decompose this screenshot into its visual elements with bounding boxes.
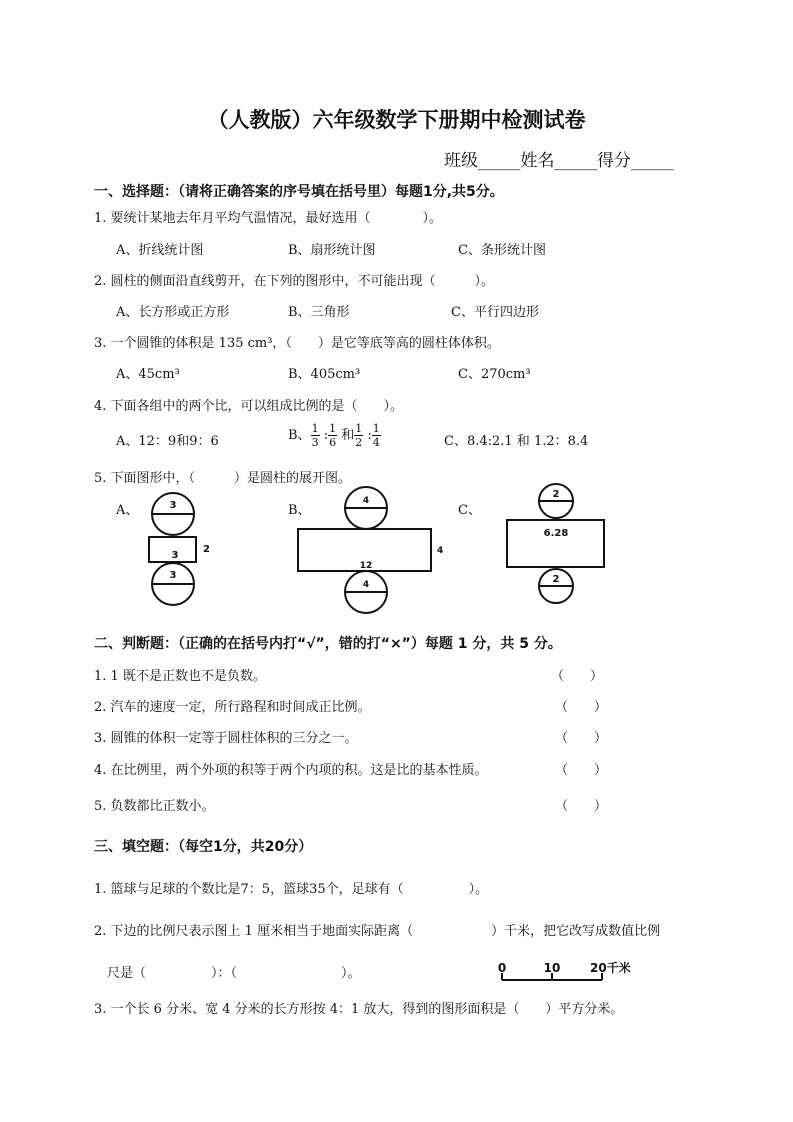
figure-b-net[interactable] [298,487,443,613]
s2-item-1-answer[interactable]: （ ） [551,669,604,684]
figure-c-top-label: 2 [552,489,560,500]
s1-q1-option-c[interactable]: C、条形统计图 [458,243,546,258]
s3-q2-line2: 尺是（ ）：（ ）。 [107,966,361,981]
s2-item-5-answer[interactable]: （ ） [555,799,608,814]
figure-a-rect-label: 3 [171,550,179,561]
s1-q1-text: 1. 要统计某地去年月平均气温情况，最好选用（ ）。 [94,211,443,226]
s1-q4-option-c[interactable]: C、8.4:2.1 和 1.2：8.4 [444,434,589,449]
figure-a-side-label: 2 [203,544,210,555]
s1-q3-option-b[interactable]: B、405cm³ [288,367,361,382]
s2-item-3-answer[interactable]: （ ） [555,731,608,746]
figure-a-top-label: 3 [169,500,177,511]
s3-q2-line1: 2. 下边的比例尺表示图上 1 厘米相当于地面实际距离（ ）千米，把它改写成数值比例 [94,924,661,939]
figure-b-side-label: 4 [437,546,444,556]
s1-q2-option-b[interactable]: B、三角形 [288,305,350,320]
figure-c-net[interactable] [507,484,604,603]
s1-q2-option-a[interactable]: A、长方形或正方形 [116,305,230,320]
fraction-1-4: $\frac{1}{4}$ [372,422,380,449]
s2-item-1: 1. 1 既不是正数也不是负数。 [94,669,266,684]
figure-c-bottom-label: 2 [552,574,560,585]
s1-q5-text: 5. 下面图形中，（ ）是圆柱的展开图。 [94,471,352,486]
s1-q4-option-b[interactable]: B、 $\frac{1}{3}$ : $\frac{1}{6}$ 和 $\frac{1}{2}$ : $\frac{1}{4}$ [288,422,380,449]
s2-item-3: 3. 圆锥的体积一定等于圆柱体积的三分之一。 [94,731,358,746]
s1-q3-text: 3. 一个圆锥的体积是 135 cm³，（ ）是它等底等高的圆柱体体积。 [94,336,500,351]
fraction-1-3: $\frac{1}{3}$ [311,422,319,449]
name-class-score-line[interactable]: 班级_____姓名_____得分_____ [444,151,674,171]
scale-label-20km: 20千米 [590,961,631,975]
s1-q4-text: 4. 下面各组中的两个比，可以组成比例的是（ ）。 [94,399,404,414]
s2-item-2: 2. 汽车的速度一定，所行路程和时间成正比例。 [94,700,371,715]
s1-q5-option-a[interactable]: A、 [116,503,139,518]
figure-a-net[interactable] [149,493,210,605]
s1-q4-option-a[interactable]: A、12：9和9：6 [116,434,219,449]
s2-item-4-answer[interactable]: （ ） [555,763,608,778]
s2-item-5: 5. 负数都比正数小。 [94,799,215,814]
scale-label-0: 0 [497,961,507,975]
scale-label-10: 10 [543,961,561,975]
figure-b-top-label: 4 [362,496,370,506]
fraction-1-6: $\frac{1}{6}$ [329,422,337,449]
s1-q3-option-c[interactable]: C、270cm³ [458,367,531,382]
scale-bar [490,958,650,990]
s2-item-2-answer[interactable]: （ ） [555,700,608,715]
page-title: （人教版）六年级数学下册期中检测试卷 [207,108,586,132]
s1-q5-option-c[interactable]: C、 [458,503,481,518]
section1-heading: 一、选择题：（请将正确答案的序号填在括号里）每题1分,共5分。 [94,184,504,200]
fraction-1-2: $\frac{1}{2}$ [355,422,363,449]
s1-q1-option-b[interactable]: B、扇形统计图 [288,243,376,258]
s2-item-4: 4. 在比例里，两个外项的积等于两个内项的积。这是比的基本性质。 [94,763,488,778]
s1-q3-option-a[interactable]: A、45cm³ [116,367,180,382]
s1-q1-option-a[interactable]: A、折线统计图 [116,243,204,258]
s3-q1-text: 1. 篮球与足球的个数比是7：5，篮球35个，足球有（ ）。 [94,882,489,897]
figure-b-length-label: 12 [359,561,373,571]
figure-c-rect-label: 6.28 [543,528,569,539]
s1-q2-text: 2. 圆柱的侧面沿直线剪开，在下列的图形中，不可能出现（ ）。 [94,274,495,289]
figure-a-bottom-label: 3 [169,570,177,581]
section3-heading: 三、填空题：（每空1分，共20分） [94,839,313,855]
section2-heading: 二、判断题：（正确的在括号内打“√”，错的打“×”）每题 1 分，共 5 分。 [94,636,562,652]
s1-q4-option-b-label: B、 [288,428,311,443]
s3-q3-text: 3. 一个长 6 分米、宽 4 分米的长方形按 4：1 放大，得到的图形面积是（ ）平方分米。 [94,1002,624,1017]
figure-b-bottom-label: 4 [362,580,370,590]
s1-q5-option-b[interactable]: B、 [288,503,311,518]
s1-q2-option-c[interactable]: C、平行四边形 [451,305,539,320]
